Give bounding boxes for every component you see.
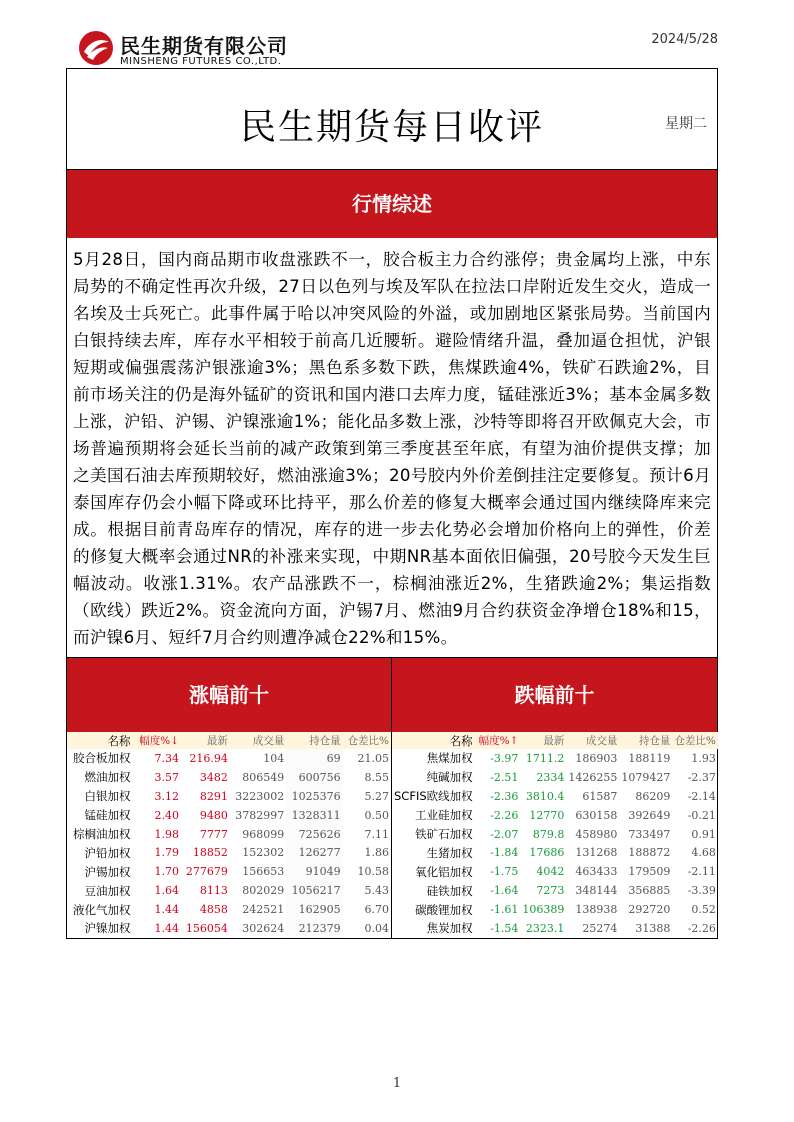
cell-volume: 61587 xyxy=(582,789,618,803)
cell-last: 3482 xyxy=(199,770,228,784)
table-row[interactable] xyxy=(67,749,391,768)
table-row[interactable] xyxy=(392,862,718,881)
col-header-name[interactable]: 名称 xyxy=(67,732,135,749)
table-row[interactable] xyxy=(392,843,718,862)
cell-last: 18852 xyxy=(192,846,228,860)
cell-volume: 242521 xyxy=(242,903,285,917)
cell-name: 纯碱加权 xyxy=(426,770,473,785)
table-row[interactable] xyxy=(67,862,391,881)
cell-volume: 25274 xyxy=(582,921,618,935)
page-title: 民生期货每日收评 xyxy=(239,107,544,148)
col-header-oi-change[interactable]: 仓差比% xyxy=(672,732,717,749)
cell-change: 1.70 xyxy=(154,865,180,879)
cell-name: 锰硅加权 xyxy=(84,808,131,823)
cell-name: 沪铅加权 xyxy=(84,845,131,860)
cell-oi-change: 5.27 xyxy=(364,789,389,803)
company-name-cn: 民生期货有限公司 xyxy=(120,34,288,58)
rankings xyxy=(67,657,717,938)
cell-open-interest: 126277 xyxy=(286,843,342,862)
cell-name: 氧化铝加权 xyxy=(415,864,473,879)
cell-last: 9480 xyxy=(199,808,228,822)
cell-oi-change: 7.11 xyxy=(364,827,389,841)
table-row[interactable] xyxy=(392,806,718,825)
cell-name: 豆油加权 xyxy=(84,883,131,898)
col-header-change[interactable]: 幅度%↓ xyxy=(135,732,182,749)
cell-last: 216.94 xyxy=(189,751,228,765)
cell-name: 液化气加权 xyxy=(73,902,131,917)
cell-change: -2.07 xyxy=(490,827,519,841)
table-row[interactable] xyxy=(392,768,718,787)
cell-name: 胶合板加权 xyxy=(73,751,131,766)
cell-change: -1.54 xyxy=(490,921,519,935)
cell-last: 12770 xyxy=(529,808,565,822)
cell-oi-change: 1.93 xyxy=(691,751,716,765)
losers-table xyxy=(392,732,718,938)
cell-volume: 138938 xyxy=(575,903,618,917)
cell-volume: 348144 xyxy=(575,884,618,898)
minsheng-logo-icon xyxy=(78,30,114,66)
cell-change: 1.79 xyxy=(154,846,180,860)
cell-open-interest: 600756 xyxy=(286,768,342,787)
table-row[interactable] xyxy=(392,919,718,938)
cell-oi-change: 0.91 xyxy=(691,827,716,841)
report-date: 2024/5/28 xyxy=(651,32,718,47)
cell-open-interest: 69 xyxy=(286,749,342,768)
cell-volume: 131268 xyxy=(575,846,618,860)
cell-last: 8291 xyxy=(199,789,228,803)
company-logo xyxy=(78,28,318,72)
cell-last: 277679 xyxy=(185,865,228,879)
table-row[interactable] xyxy=(67,919,391,938)
cell-last: 17686 xyxy=(529,846,565,860)
cell-change: 1.98 xyxy=(154,827,180,841)
title-row xyxy=(67,69,717,170)
table-row[interactable] xyxy=(67,900,391,919)
cell-name: 硅铁加权 xyxy=(426,883,473,898)
cell-name: 沪镍加权 xyxy=(84,921,131,936)
cell-open-interest: 1328311 xyxy=(286,806,342,825)
cell-last: 2334 xyxy=(536,770,565,784)
cell-last: 7273 xyxy=(536,884,565,898)
cell-change: 1.44 xyxy=(154,903,180,917)
cell-name: 铁矿石加权 xyxy=(415,827,473,841)
cell-last: 156054 xyxy=(185,921,228,935)
table-row[interactable] xyxy=(67,806,391,825)
cell-oi-change: 6.70 xyxy=(364,903,389,917)
cell-oi-change: 1.86 xyxy=(364,846,389,860)
table-row[interactable] xyxy=(67,787,391,806)
cell-change: -1.84 xyxy=(490,846,519,860)
cell-name: SCFIS欧线加权 xyxy=(394,789,473,804)
cell-open-interest: 1079427 xyxy=(621,770,671,784)
cell-oi-change: -2.37 xyxy=(687,770,716,784)
cell-oi-change: -2.26 xyxy=(687,921,716,935)
cell-change: -1.75 xyxy=(490,865,519,879)
cell-oi-change: -2.11 xyxy=(687,865,716,879)
cell-open-interest: 162905 xyxy=(286,900,342,919)
losers-panel xyxy=(392,658,717,938)
col-header-open-interest[interactable]: 持仓量 xyxy=(619,732,672,749)
cell-last: 7777 xyxy=(199,827,228,841)
table-row[interactable] xyxy=(67,881,391,900)
cell-name: 工业硅加权 xyxy=(415,808,473,823)
cell-change: -3.97 xyxy=(490,751,519,765)
cell-last: 106389 xyxy=(522,903,565,917)
cell-change: 3.12 xyxy=(154,789,180,803)
cell-change: 3.57 xyxy=(154,770,180,784)
cell-volume: 463433 xyxy=(575,865,618,879)
cell-last: 1711.2 xyxy=(525,751,565,765)
col-header-volume[interactable]: 成交量 xyxy=(566,732,619,749)
cell-volume: 156653 xyxy=(242,865,285,879)
cell-name: 焦煤加权 xyxy=(426,751,473,766)
cell-change: -2.51 xyxy=(490,770,519,784)
cell-last: 4858 xyxy=(199,903,228,917)
company-name-en: MINSHENG FUTURES CO.,LTD. xyxy=(120,56,282,67)
overview-text: 5月28日，国内商品期市收盘涨跌不一，胶合板主力合约涨停；贵金属均上涨，中东局势的不确定性再次升级，27日以色列与埃及军队在拉法口岸附近发生交火，造成一名埃及士兵死亡。此事件属于哈以冲突风险的外溢，或加剧地区紧张局势。当前国内白银持续去库，库存水平相较于前高几近腰斩。避险情绪升温，叠加逼仓担忧，沪银短期或偏强震荡沪银涨逾3%；黑色系多数下跌，焦煤跌逾4%，铁矿石跌逾2%，目前市场关注的仍是海外锰矿的资讯和国内港口去库力度，锰硅涨近3%；基本金属多数上涨，沪铅、沪锡、沪镍涨逾1%；能化品多数上涨，沙特等即将召开欧佩克大会，市场普遍预期将会延长当前的减产政策到第三季度甚至年底，有望为油价提供支撑；加之美国石油去库预期较好，燃油涨逾3%；20号胶内外价差倒挂注定要修复。预计6月泰国库存仍会小幅下降或环比持平，那么价差的修复大概率会通过国内继续降库来完成。根据目前青岛库存的情况，库存的进一步去化势必会增加价格向上的弹性，价差的修复大概率会通过NR的补涨来实现，中期NR基本面依旧偏强，20号胶今天发生巨幅波动。收涨1.31%。农产品涨跌不一，棕榈油涨近2%，生猪跌逾2%；集运指数（欧线）跌近2%。资金流向方面，沪锡7月、燃油9月合约获资金净增仓18%和15，而沪镍6月、短纤7月合约则遭净减仓22%和15%。 xyxy=(73,250,711,647)
cell-open-interest: 86209 xyxy=(635,789,671,803)
cell-change: 7.34 xyxy=(154,751,180,765)
cell-last: 2323.1 xyxy=(525,921,565,935)
cell-volume: 104 xyxy=(263,751,285,765)
cell-volume: 186903 xyxy=(575,751,618,765)
table-row[interactable] xyxy=(67,843,391,862)
col-header-name[interactable]: 名称 xyxy=(392,732,477,749)
cell-oi-change: 8.55 xyxy=(364,770,389,784)
cell-name: 白银加权 xyxy=(84,789,131,804)
col-header-last[interactable]: 最新 xyxy=(181,732,230,749)
table-row[interactable] xyxy=(67,768,391,787)
col-header-open-interest[interactable]: 持仓量 xyxy=(286,732,342,749)
cell-name: 棕榈油加权 xyxy=(73,827,131,841)
cell-name: 焦炭加权 xyxy=(426,921,473,936)
gainers-heading: 涨幅前十 xyxy=(67,658,391,732)
table-row[interactable] xyxy=(392,787,718,806)
cell-change: -1.64 xyxy=(490,884,519,898)
cell-last: 4042 xyxy=(536,865,565,879)
cell-volume: 630158 xyxy=(575,808,618,822)
cell-volume: 3223002 xyxy=(235,789,285,803)
cell-oi-change: 21.05 xyxy=(357,751,389,765)
cell-last: 8113 xyxy=(199,884,228,898)
cell-oi-change: 0.04 xyxy=(364,921,389,935)
cell-open-interest: 733497 xyxy=(628,827,671,841)
cell-name: 沪锡加权 xyxy=(84,864,131,879)
table-row[interactable] xyxy=(392,749,718,768)
cell-volume: 3782997 xyxy=(235,808,285,822)
cell-open-interest: 179509 xyxy=(628,865,671,879)
cell-oi-change: -3.39 xyxy=(687,884,716,898)
overview-heading: 行情综述 xyxy=(67,170,717,238)
gainers-panel xyxy=(67,658,392,938)
cell-name: 碳酸锂加权 xyxy=(415,902,473,917)
cell-name: 生猪加权 xyxy=(426,845,473,860)
cell-open-interest: 1056217 xyxy=(286,881,342,900)
cell-oi-change: 4.68 xyxy=(691,846,716,860)
cell-change: -1.61 xyxy=(490,903,519,917)
cell-change: -2.36 xyxy=(490,789,519,803)
gainers-header-row xyxy=(67,732,391,749)
cell-open-interest: 725626 xyxy=(286,825,342,844)
cell-oi-change: -0.21 xyxy=(687,808,716,822)
table-row[interactable] xyxy=(392,825,718,844)
cell-name: 燃油加权 xyxy=(84,770,131,785)
table-row[interactable] xyxy=(392,881,718,900)
col-header-oi-change[interactable]: 仓差比% xyxy=(343,732,391,749)
col-header-volume[interactable]: 成交量 xyxy=(230,732,286,749)
cell-oi-change: 0.50 xyxy=(364,808,389,822)
cell-open-interest: 188872 xyxy=(628,846,671,860)
cell-open-interest: 31388 xyxy=(635,921,671,935)
cell-open-interest: 188119 xyxy=(628,751,671,765)
cell-last: 3810.4 xyxy=(525,789,565,803)
cell-volume: 458980 xyxy=(575,827,618,841)
cell-change: -2.26 xyxy=(490,808,519,822)
cell-open-interest: 292720 xyxy=(628,903,671,917)
cell-volume: 968099 xyxy=(242,827,285,841)
col-header-last[interactable]: 最新 xyxy=(520,732,566,749)
cell-change: 1.44 xyxy=(154,921,180,935)
cell-open-interest: 212379 xyxy=(286,919,342,938)
cell-oi-change: -2.14 xyxy=(687,789,716,803)
cell-oi-change: 5.43 xyxy=(364,884,389,898)
cell-oi-change: 10.58 xyxy=(357,865,389,879)
cell-open-interest: 392649 xyxy=(628,808,671,822)
cell-open-interest: 1025376 xyxy=(286,787,342,806)
report-frame xyxy=(66,68,718,939)
cell-volume: 152302 xyxy=(242,846,285,860)
cell-volume: 802029 xyxy=(242,884,285,898)
cell-volume: 806549 xyxy=(242,770,285,784)
col-header-change[interactable]: 幅度%↑ xyxy=(477,732,521,749)
cell-last: 879.8 xyxy=(532,827,565,841)
losers-heading: 跌幅前十 xyxy=(392,658,717,732)
table-row[interactable] xyxy=(392,900,718,919)
cell-change: 2.40 xyxy=(154,808,180,822)
gainers-table xyxy=(67,732,391,938)
cell-open-interest: 91049 xyxy=(286,862,342,881)
table-row[interactable] xyxy=(67,825,391,844)
cell-volume: 1426255 xyxy=(568,770,618,784)
cell-change: 1.64 xyxy=(154,884,180,898)
weekday-label: 星期二 xyxy=(665,116,707,132)
losers-header-row xyxy=(392,732,718,749)
page-number: 1 xyxy=(392,1076,402,1091)
cell-open-interest: 356885 xyxy=(628,884,671,898)
cell-oi-change: 0.52 xyxy=(691,903,716,917)
cell-volume: 302624 xyxy=(242,921,285,935)
